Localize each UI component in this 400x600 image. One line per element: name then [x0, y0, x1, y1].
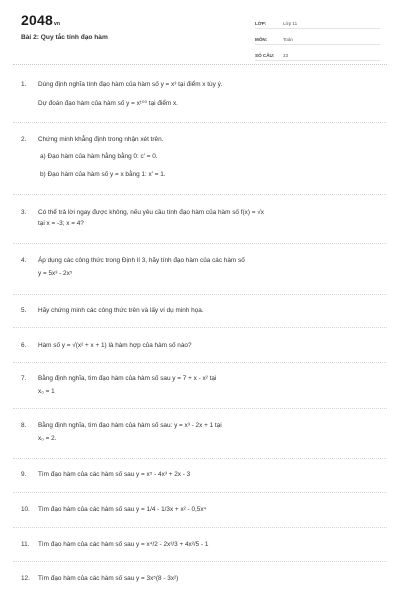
question-divider [13, 458, 387, 459]
question-text [38, 81, 381, 108]
question-number: 2. [21, 136, 27, 143]
question-continuation: x₀ = 2. [38, 435, 57, 442]
question-number: 9. [21, 471, 27, 478]
question-text: Tìm đạo hàm của các hàm số sau y = x⁵ - 4x³ + 2x - 3 [38, 471, 191, 478]
meta-row-subject [255, 32, 380, 45]
question-divider [13, 527, 387, 528]
question-5 [21, 307, 381, 315]
question-text: Áp dụng các công thức trong Định lí 3, hãy tính đạo hàm của các hàm số [38, 257, 245, 264]
question-text: Hàm số y = √(x² + x + 1) là hàm hợp của hàm số nào? [38, 342, 192, 349]
question-number: 7. [21, 375, 27, 382]
question-number: 4. [21, 257, 27, 264]
header-divider [13, 64, 387, 65]
question-divider [13, 408, 387, 409]
meta-value: Toán [283, 37, 293, 42]
question-2 [21, 136, 381, 179]
question-6 [21, 342, 381, 350]
meta-label: LỚP: [255, 21, 267, 26]
question-number: 3. [21, 209, 27, 216]
logo-main: 2048 [21, 12, 53, 28]
question-number: 6. [21, 342, 27, 349]
meta-value: 23 [283, 53, 289, 58]
question-text: Bằng định nghĩa, tìm đạo hàm của hàm số sau: y = x³ - 2x + 1 tại [38, 422, 222, 429]
question-text: Chứng minh khẳng định trong nhận xét trên. [38, 136, 164, 143]
question-divider [13, 243, 387, 244]
question-12 [21, 575, 381, 583]
question-1 [21, 81, 381, 108]
question-number: 1. [21, 81, 27, 88]
question-7 [21, 375, 381, 396]
site-logo[interactable] [21, 12, 60, 28]
question-number: 5. [21, 307, 27, 314]
sub-item-a: a) Đạo hàm của hàm hằng bằng 0: c' = 0. [40, 153, 158, 160]
question-divider [13, 492, 387, 493]
question-number: 10. [21, 506, 30, 513]
question-continuation: tại x = -3; x = 4? [38, 220, 84, 227]
meta-row-class [255, 16, 380, 29]
logo-suffix: vn [53, 21, 61, 27]
question-4 [21, 257, 381, 278]
question-8 [21, 422, 381, 443]
question-divider [13, 294, 387, 295]
question-text: Tìm đạo hàm của các hàm số sau y = 1/4 - 1/3x + x² - 0,5x⁴ [38, 506, 207, 513]
meta-value: Lớp 11 [283, 21, 298, 26]
meta-label: SỐ CÂU: [255, 53, 275, 58]
question-continuation: y = 5x³ - 2x⁵ [38, 270, 73, 277]
meta-box [255, 16, 380, 64]
question-number: 11. [21, 541, 30, 548]
lesson-title: Bài 2: Quy tắc tính đạo hàm [21, 34, 108, 41]
question-3 [21, 209, 381, 228]
question-divider [13, 362, 387, 363]
question-continuation: x₀ = 1 [38, 388, 55, 395]
meta-label: MÔN: [255, 37, 268, 42]
question-divider [13, 122, 387, 123]
question-text: Bằng định nghĩa, tìm đạo hàm của hàm số sau y = 7 + x - x² tại [38, 375, 217, 382]
question-line: Dùng định nghĩa tính đạo hàm của hàm số y = x³ tại điểm x tùy ý. [38, 81, 223, 88]
question-line: Dự đoán đạo hàm của hàm số y = x¹⁰⁰ tại điểm x. [38, 100, 178, 107]
question-divider [13, 327, 387, 328]
question-text: Tìm đạo hàm của các hàm số sau y = 3x⁵(8 - 3x²) [38, 575, 179, 582]
question-9 [21, 471, 381, 479]
question-number: 12. [21, 575, 30, 582]
question-divider [13, 194, 387, 195]
question-text: Tìm đạo hàm của các hàm số sau y = x⁴/2 - 2x³/3 + 4x²/5 - 1 [38, 541, 209, 548]
question-number: 8. [21, 422, 27, 429]
question-11 [21, 541, 381, 549]
question-text: Có thể trả lời ngay được không, nếu yêu cầu tính đạo hàm của hàm số f(x) = √x [38, 209, 264, 216]
meta-row-count [255, 48, 380, 61]
question-10 [21, 506, 381, 514]
question-text: Hãy chứng minh các công thức trên và lấy ví dụ minh họa. [38, 307, 204, 314]
question-divider [13, 561, 387, 562]
sub-item-b: b) Đạo hàm của hàm số y = x bằng 1: x' = 1. [40, 171, 166, 178]
